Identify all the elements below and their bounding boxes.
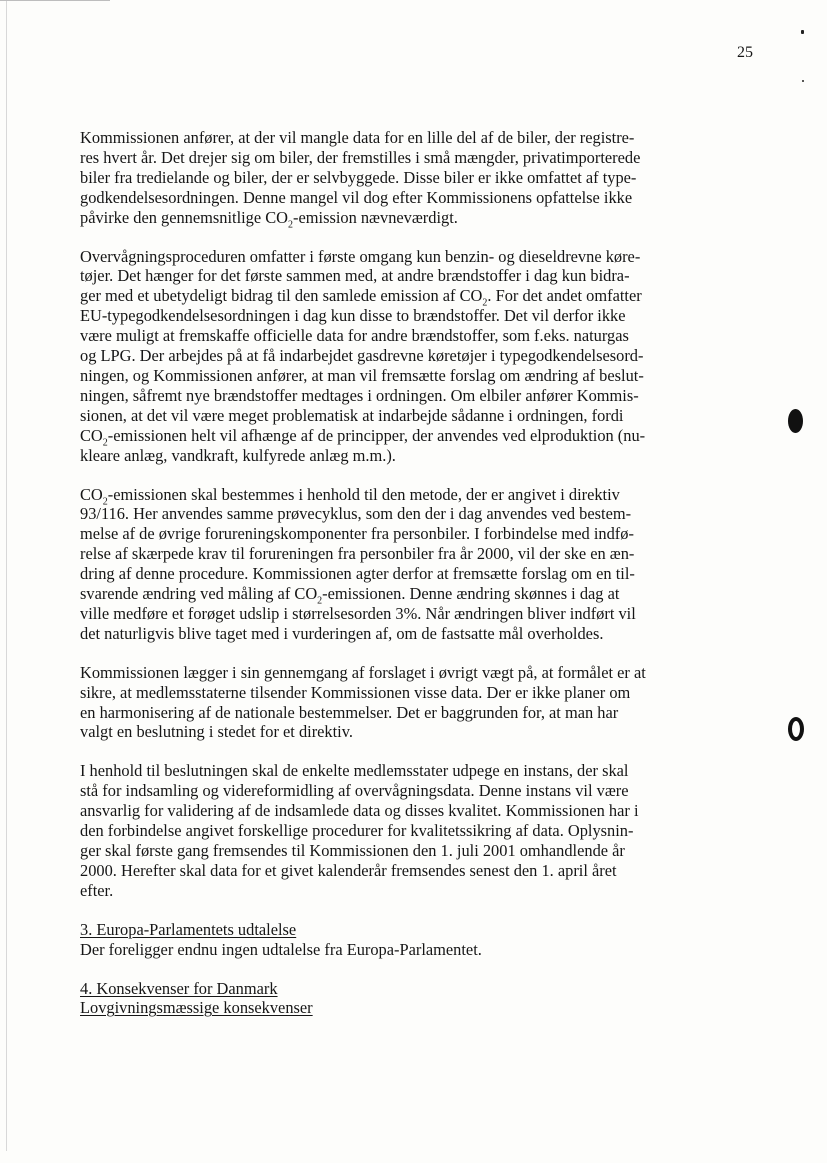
paragraph-1: Kommissionen anfører, at der vil mangle data for en lille del af de biler, der registre- res hvert år. Det drejer sig om biler, der fremstilles i små mængder, privatimporterede biler fra tredielande og biler, der er selvbyggede. Disse biler er ikke omfattet af type- godkendelsesordningen. Denne mangel vil dog efter Kommissionens opfattelse ikke påvirke den gennemsnitlige $CO_2$-emission nævneværdigt. [80, 128, 641, 230]
paragraph-4: Kommissionen lægger i sin gennemgang af forslaget i øvrigt vægt på, at formålet er at sikre, at medlemsstaterne tilsender Kommissionen visse data. Der er ikke planer om en harmonisering af de nationale bestemmelser. Det er baggrunden for, at man har valgt en beslutning i stedet for et direktiv. [80, 662, 646, 742]
paragraph-2: Overvågningsproceduren omfatter i første omgang kun benzin- og dieseldrevne køre- tøjer. Det hænger for det første sammen med, at andre brændstoffer i dag kun bidra- ger med et ubetydeligt bidrag til den samlede emission af $CO_2$. For det andet omfatter EU-typegodkendelsesordningen i dag kun disse to brændstoffer. Det vil derfor ikke være muligt at fremskaffe officielle data for andre brændstoffer, som f.eks. naturgas og LPG. Der arbejdes på at få indarbejdet gasdrevne køretøjer i typegodkendelsesord- ningen, og Kommissionen anfører, at man vil fremsætte forslag om ændring af beslut- ningen, såfremt nye brændstoffer medtages i ordningen. Om elbiler anfører Kommis- sionen, at det vil være meget problematisk at indarbejde sådanne i ordningen, fordi $CO_2$-emissionen helt vil afhænge af de principper, der anvendes ved elproduktion (nu- kleare anlæg, vandkraft, kulfyrede anlæg m.m.). [80, 246, 646, 465]
scan-speck [802, 80, 804, 82]
section-3 [80, 920, 758, 960]
scan-speck [801, 30, 804, 34]
paragraph-3: $CO_2$-emissionen skal bestemmes i henhold til den metode, der er angivet i direktiv 93/116. Her anvendes samme prøvecyklus, som den der i dag anvendes ved bestem- melse af de øvrige forureningskomponenter fra personbiler. I forbindelse med indfø- relse af skærpede krav til forureningen fra personbiler fra år 2000, vil der ske en æn- dring af denne procedure. Kommissionen agter derfor at fremsætte forslag om en til- svarende ændring ved måling af $CO_2$-emissionen. Denne ændring skønnes i dag at ville medføre et forøget udslip i størrelsesorden 3%. Når ændringen bliver indført vil det naturligvis blive taget med i vurderingen af, om de fastsatte mål overholdes. [80, 484, 636, 643]
document-body [80, 128, 758, 1037]
section-4-subheading: Lovgivningsmæssige konsekvenser [80, 998, 313, 1018]
punch-hole-ring-mark [788, 717, 804, 741]
paragraph-5: I henhold til beslutningen skal de enkelte medlemsstater udpege en instans, der skal stå for indsamling og videreformidling af overvågningsdata. Denne instans vil være ansvarlig for validering af de indsamlede data og disses kvalitet. Kommissionen har i den forbindelse angivet forskellige procedurer for kvalitetssikring af data. Oplysnin- ger skal første gang fremsendes til Kommissionen den 1. juli 2001 omhandlende år 2000. Herefter skal data for et givet kalenderår fremsendes senest den 1. april året efter. [80, 761, 639, 900]
section-3-heading: 3. Europa-Parlamentets udtalelse [80, 919, 297, 939]
section-4-heading: 4. Konsekvenser for Danmark [80, 978, 278, 998]
punch-hole-mark [788, 409, 803, 433]
scan-top-rule [0, 0, 110, 1]
page-number: 25 [737, 44, 753, 61]
section-4 [80, 979, 758, 1019]
scan-edge-line [6, 1, 7, 1151]
section-3-text: Der foreligger endnu ingen udtalelse fra Europa-Parlamentet. [80, 939, 482, 959]
